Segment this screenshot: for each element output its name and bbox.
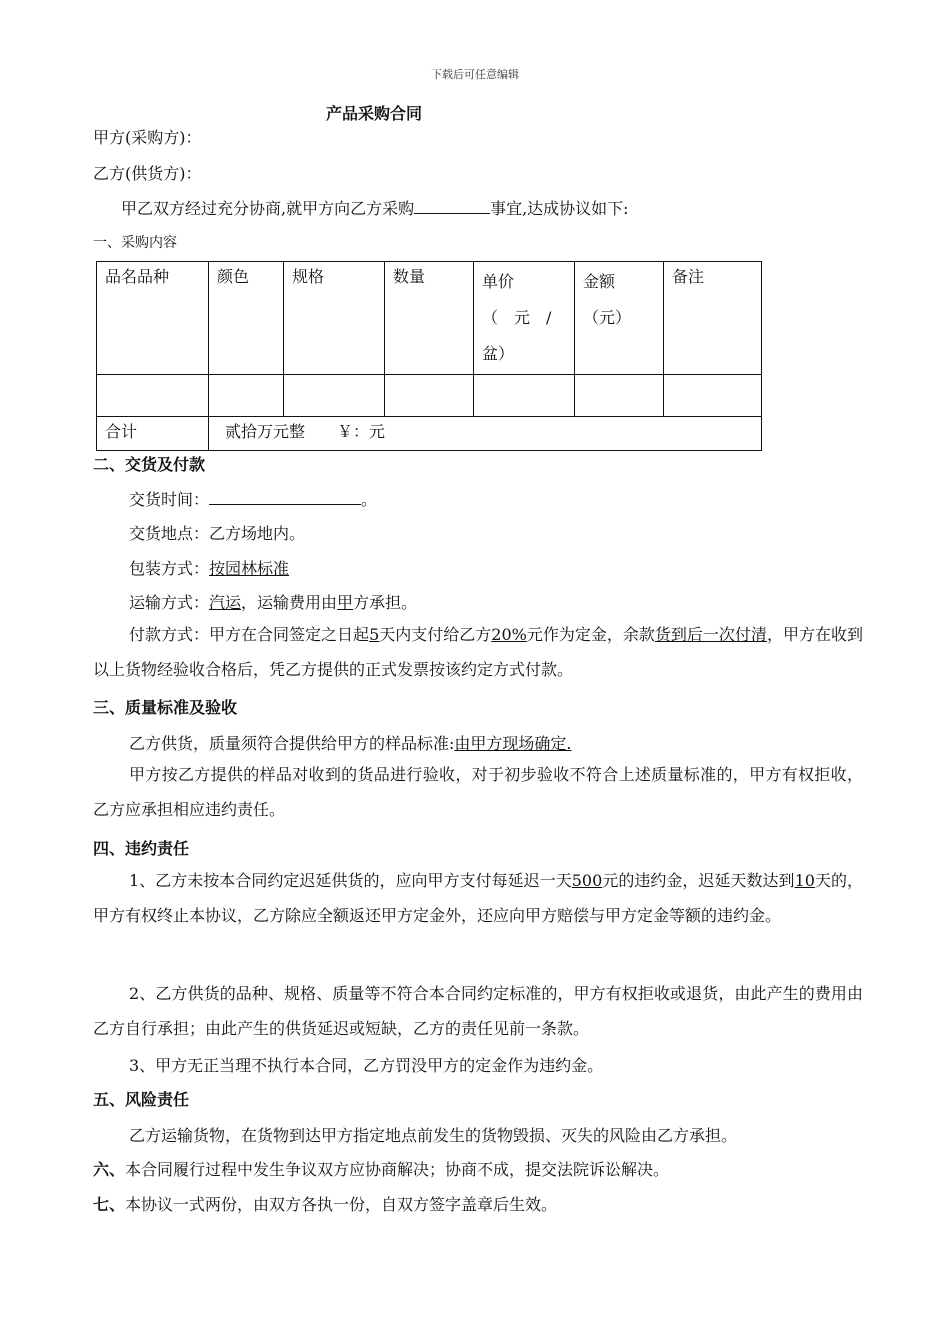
section7-num: 七、 (93, 1195, 126, 1214)
th-spec-text: 规格 (292, 267, 325, 286)
intro-before: 甲乙双方经过充分协商,就甲方向乙方采购 (121, 199, 415, 218)
party-a-label: 甲方(采购方)： (93, 128, 202, 147)
section3-heading: 三、质量标准及验收 (93, 698, 238, 717)
th-remarks (664, 262, 762, 375)
section1-heading: 一、采购内容 (93, 235, 177, 251)
cell-unit-price[interactable] (474, 375, 575, 417)
cell-remarks[interactable] (664, 375, 762, 417)
risk-text: 乙方运输货物，在货物到达甲方指定地点前发生的货物毁损、灭失的风险由乙方承担。 (129, 1126, 738, 1145)
purchase-item-blank[interactable] (414, 212, 490, 214)
th-unit-price (474, 262, 575, 375)
breach-item-2: 2、乙方供货的品种、规格、质量等不符合本合同约定标准的，甲方有权拒收或退货，由此产生的费用由乙方自行承担；由此产生的供货延迟或短缺，乙方的责任见前一条款。 (93, 984, 863, 1038)
cell-product[interactable] (97, 375, 209, 417)
inspection-paragraph: 甲方按乙方提供的样品对收到的货品进行验收，对于初步验收不符合上述质量标准的，甲方有权拒收，乙方应承担相应违约责任。 (93, 765, 863, 819)
th-product (97, 262, 209, 375)
th-color-text: 颜色 (217, 267, 250, 286)
intro-after: 事宜,达成协议如下: (490, 199, 629, 218)
packaging-label: 包装方式： (129, 559, 210, 578)
header-note: 下载后可任意编辑 (431, 68, 519, 81)
th-unit-price-unit-2: 盆） (482, 344, 515, 363)
payment-rest: 货到后一次付清 (654, 625, 767, 644)
section7-line (93, 1192, 557, 1215)
delivery-place: 交货地点：乙方场地内。 (129, 524, 306, 543)
transport-label: 运输方式： (129, 593, 210, 612)
transport-cost-payer: 甲 (337, 593, 354, 612)
breach-1-amount: 500 (571, 871, 603, 890)
section4-heading: 四、违约责任 (93, 839, 190, 858)
cell-amount[interactable] (575, 375, 664, 417)
payment-paragraph (93, 617, 863, 687)
section2-heading: 二、交货及付款 (93, 455, 206, 474)
th-product-text: 品名品种 (105, 267, 170, 286)
section5-heading: 五、风险责任 (93, 1090, 190, 1109)
th-remarks-text: 备注 (672, 267, 705, 286)
party-b-label: 乙方(供货方)： (93, 164, 202, 183)
payment-p2: 天内支付给乙方 (379, 625, 492, 644)
delivery-time-blank[interactable] (209, 503, 361, 505)
total-label-cell (97, 417, 209, 451)
th-quantity (385, 262, 474, 375)
breach-item-3: 3、甲方无正当理不执行本合同，乙方罚没甲方的定金作为违约金。 (129, 1056, 604, 1075)
table-row (97, 375, 762, 417)
packaging-line (129, 556, 289, 579)
transport-value: 汽运 (209, 593, 242, 612)
breach-1-days: 10 (794, 871, 815, 890)
th-amount-text: 金额 (583, 272, 616, 291)
delivery-time-end: 。 (361, 490, 378, 509)
quality-standard-label: 乙方供货，质量须符合提供给甲方的样品标准: (129, 734, 455, 753)
section6-line (93, 1157, 669, 1180)
payment-p4: ，甲方在收到以上货物经验收合格后，凭乙方提供的正式发票按该约定方式付款。 (93, 625, 863, 679)
th-unit-price-text: 单价 (482, 272, 515, 291)
table-header-row (97, 262, 762, 375)
transport-line (129, 590, 417, 613)
payment-pct: 20% (491, 625, 527, 644)
breach-item-1 (93, 863, 863, 933)
delivery-time-label: 交货时间： (129, 490, 210, 509)
page-title: 产品采购合同 (326, 104, 423, 123)
cell-color[interactable] (209, 375, 284, 417)
table-total-row (97, 417, 762, 451)
th-color (209, 262, 284, 375)
cell-quantity[interactable] (385, 375, 474, 417)
breach-1-b: 元的违约金，迟延天数达到 (602, 871, 795, 890)
th-amount (575, 262, 664, 375)
total-value-cell (209, 417, 762, 451)
transport-cost-a: ，运输费用由 (241, 593, 338, 612)
packaging-value: 按园林标准 (209, 559, 290, 578)
transport-cost-b: 方承担。 (353, 593, 418, 612)
section6-num: 六、 (93, 1160, 126, 1179)
purchase-table (96, 261, 762, 451)
payment-days: 5 (369, 625, 380, 644)
total-label: 合计 (105, 422, 138, 441)
total-value: 贰拾万元整 ￥：元 (225, 422, 386, 441)
quality-standard-value: 由甲方现场确定. (454, 734, 572, 753)
breach-1-a: 1、乙方未按本合同约定迟延供货的，应向甲方支付每延迟一天 (129, 871, 572, 890)
payment-p1: 付款方式：甲方在合同签定之日起 (129, 625, 370, 644)
breach-1-c: 天的，甲方有权终止本协议，乙方除应全额返还甲方定金外，还应向甲方赔偿与甲方定金等额的违约金。 (93, 871, 863, 925)
section6-text: 本合同履行过程中发生争议双方应协商解决；协商不成，提交法院诉讼解决。 (125, 1160, 670, 1179)
cell-spec[interactable] (284, 375, 385, 417)
intro-line (121, 196, 629, 219)
payment-p3: 元作为定金，余款 (526, 625, 655, 644)
th-quantity-text: 数量 (393, 267, 426, 286)
section7-text: 本协议一式两份，由双方各执一份，自双方签字盖章后生效。 (125, 1195, 558, 1214)
th-spec (284, 262, 385, 375)
th-unit-price-unit-1: （ 元 / (482, 308, 552, 327)
delivery-time-line (129, 487, 377, 510)
th-amount-unit: （元） (583, 308, 632, 327)
quality-standard-line (129, 731, 572, 754)
